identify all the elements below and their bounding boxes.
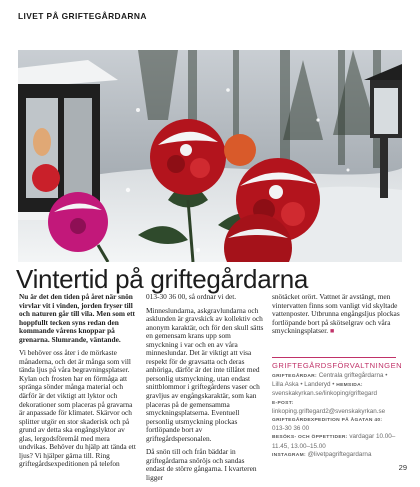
headline: Vintertid på griftegårdarna (16, 264, 309, 294)
text-column-1 (19, 293, 139, 474)
infobox-caption: BESÖKS- OCH ÖPPETTIDER: (272, 435, 348, 441)
infobox-row (272, 451, 396, 460)
infobox-title: GRIFTEGÅRDSFÖRVALTNINGEN (272, 361, 403, 370)
infobox-row (272, 416, 396, 433)
phone-number: 013-30 36 00 (272, 425, 310, 433)
closing-text: snötäcket orört. Vattnet är avstängt, men vintervatten finns som vanligt vid skyltade vattenposter. Utbrunna engångsljus plockas fortlöpande bort på skötselgrav och våra smyckningsplatser. (272, 292, 400, 336)
email-link[interactable]: linkoping.griftegard2@svenskakyrkan.se (272, 407, 386, 415)
winter-roses-photo (18, 50, 402, 262)
infobox-caption: GRIFTEGÅRDEXPEDITION PÅ ÅGATAN 40: (272, 418, 383, 424)
section-label: LIVET PÅ GRIFTEGÅRDARNA (18, 11, 147, 21)
body-paragraph: Då snön till och från bäddar in griftegårdarna snöröjs och sandas endast de större gångarna. I kvarteren ligger (146, 447, 257, 482)
infobox-row (272, 433, 396, 450)
infobox-row (272, 372, 396, 399)
text-column-3 (272, 293, 400, 341)
page-number: 29 (398, 463, 407, 472)
infobox-caption: HEMSIDA: (336, 383, 363, 389)
infobox-caption: INSTAGRAM: (272, 452, 306, 458)
infobox-row (272, 399, 396, 416)
website-link[interactable]: svenskakyrkan.se/linkoping/griftegard (272, 390, 378, 398)
infobox-caption: GRIFTEGÅRDAR: (272, 374, 317, 379)
contact-infobox (272, 357, 403, 460)
infobox-caption: E-POST: (272, 400, 294, 406)
body-paragraph: 013-30 36 00, så ordnar vi det. (146, 292, 237, 301)
text-column-2 (146, 293, 264, 487)
lead-paragraph: Nu är det den tiden på året när snön virvlar vit i vinden, jorden fryser till och naturen går till vila. Men som ett hoppfullt tecken syns redan den kommande vårens knoppar på grenarna. Slumrande, väntande. (19, 292, 135, 344)
instagram-handle[interactable]: @livetpagriftegardarna (307, 450, 372, 458)
infobox-value: Centrala griftegårdarna • Lilla Aska • Landeryd • (272, 372, 388, 389)
body-paragraph (272, 293, 400, 336)
body-paragraph: Minneslundarna, askgravlundarna och asklunden är gravskick av kollektiv och anonym karaktär, och för den skull sätts en gemensam krans upp som smyckning i var och en av våra minneslundar. Det är viktigt att visa respekt för de gravsatta och deras anhöriga, därför är det inte tillåtet med personlig utsmyckning, utan endast snittblommor i griftegårdens vaser och gravljus av engångskaraktär, som kan placeras på de gemensamma smyckningsplatserna. Eventuell personlig utsmyckning plockas fortlöpande bort av griftegårdspersonalen. (146, 305, 264, 443)
opening-hours: vardagar 10.00–11.45, 13.00–15.00 (272, 433, 396, 450)
body-paragraph: Vi behöver oss åter i de mörkaste månaderna, och det är många som vill tända ljus på våra begravningsplatser. Kylan och frosten har en förmåga att spränga sönder många material och därför är det viktigt att lyktor och dekorationer som placeras på gravarna är anpassade för klimatet. Skärvor och splitter utgör en stor skaderisk och på grund av detta ska engångslyktor av glas, lergodsföremål med mera undvikas. Behöver du hjälp att tända ett ljus? Vi hjälper gärna till. Ring griftegårdsexpeditionen på telefon (19, 348, 136, 469)
end-mark: ■ (329, 327, 335, 336)
